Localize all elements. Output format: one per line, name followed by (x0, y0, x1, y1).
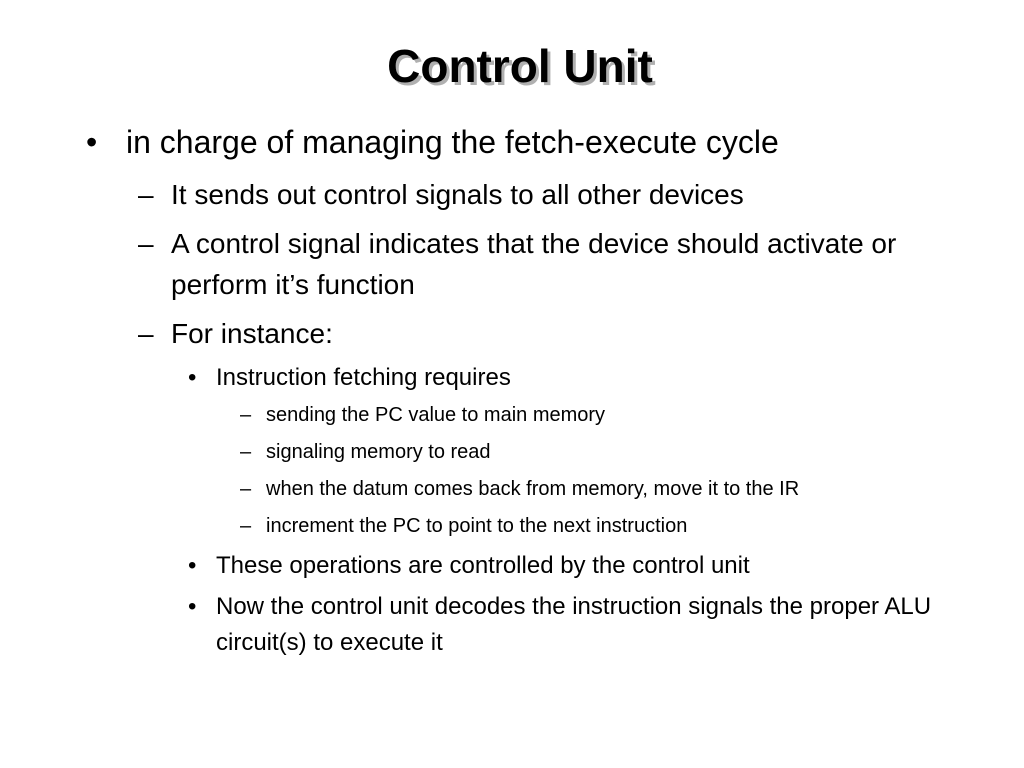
bullet-item (240, 475, 980, 503)
bullet-text: signaling memory to read (266, 441, 491, 463)
dash-marker: – (240, 441, 252, 463)
bullet-item (240, 438, 980, 466)
bullet-text: when the datum comes back from memory, move it to the IR (266, 478, 800, 500)
bullet-text: Instruction fetching requires (216, 364, 511, 391)
dash-marker: – (240, 515, 252, 537)
dash-marker: – (138, 179, 154, 210)
dash-marker: – (240, 478, 252, 500)
bullet-text: increment the PC to point to the next instruction (266, 515, 688, 537)
dash-marker: – (240, 404, 252, 426)
dash-marker: – (138, 318, 154, 349)
bullet-text: Now the control unit decodes the instruction signals the proper ALU circuit(s) to execute it (216, 593, 932, 656)
dash-marker: – (138, 228, 154, 259)
slide-title: Control Unit (387, 40, 653, 92)
bullet-item (188, 589, 968, 661)
bullet-text: For instance: (171, 318, 333, 349)
bullet-text: in charge of managing the fetch-execute cycle (126, 124, 779, 160)
bullet-marker: • (86, 124, 98, 160)
bullet-item (138, 223, 978, 305)
bullet-text: sending the PC value to main memory (266, 404, 606, 426)
bullet-text: These operations are controlled by the control unit (216, 552, 750, 579)
bullet-item (240, 401, 980, 429)
bullet-text: It sends out control signals to all other devices (171, 179, 744, 210)
bullet-marker: • (188, 364, 197, 391)
bullet-item (188, 548, 968, 584)
bullet-marker: • (188, 552, 197, 579)
bullet-item (240, 512, 980, 540)
bullet-item (86, 122, 986, 162)
bullet-item (188, 360, 968, 396)
bullet-text: A control signal indicates that the device should activate or perform it’s function (171, 228, 897, 300)
bullet-item (138, 174, 978, 215)
bullet-marker: • (188, 593, 197, 620)
bullet-item (138, 313, 978, 354)
